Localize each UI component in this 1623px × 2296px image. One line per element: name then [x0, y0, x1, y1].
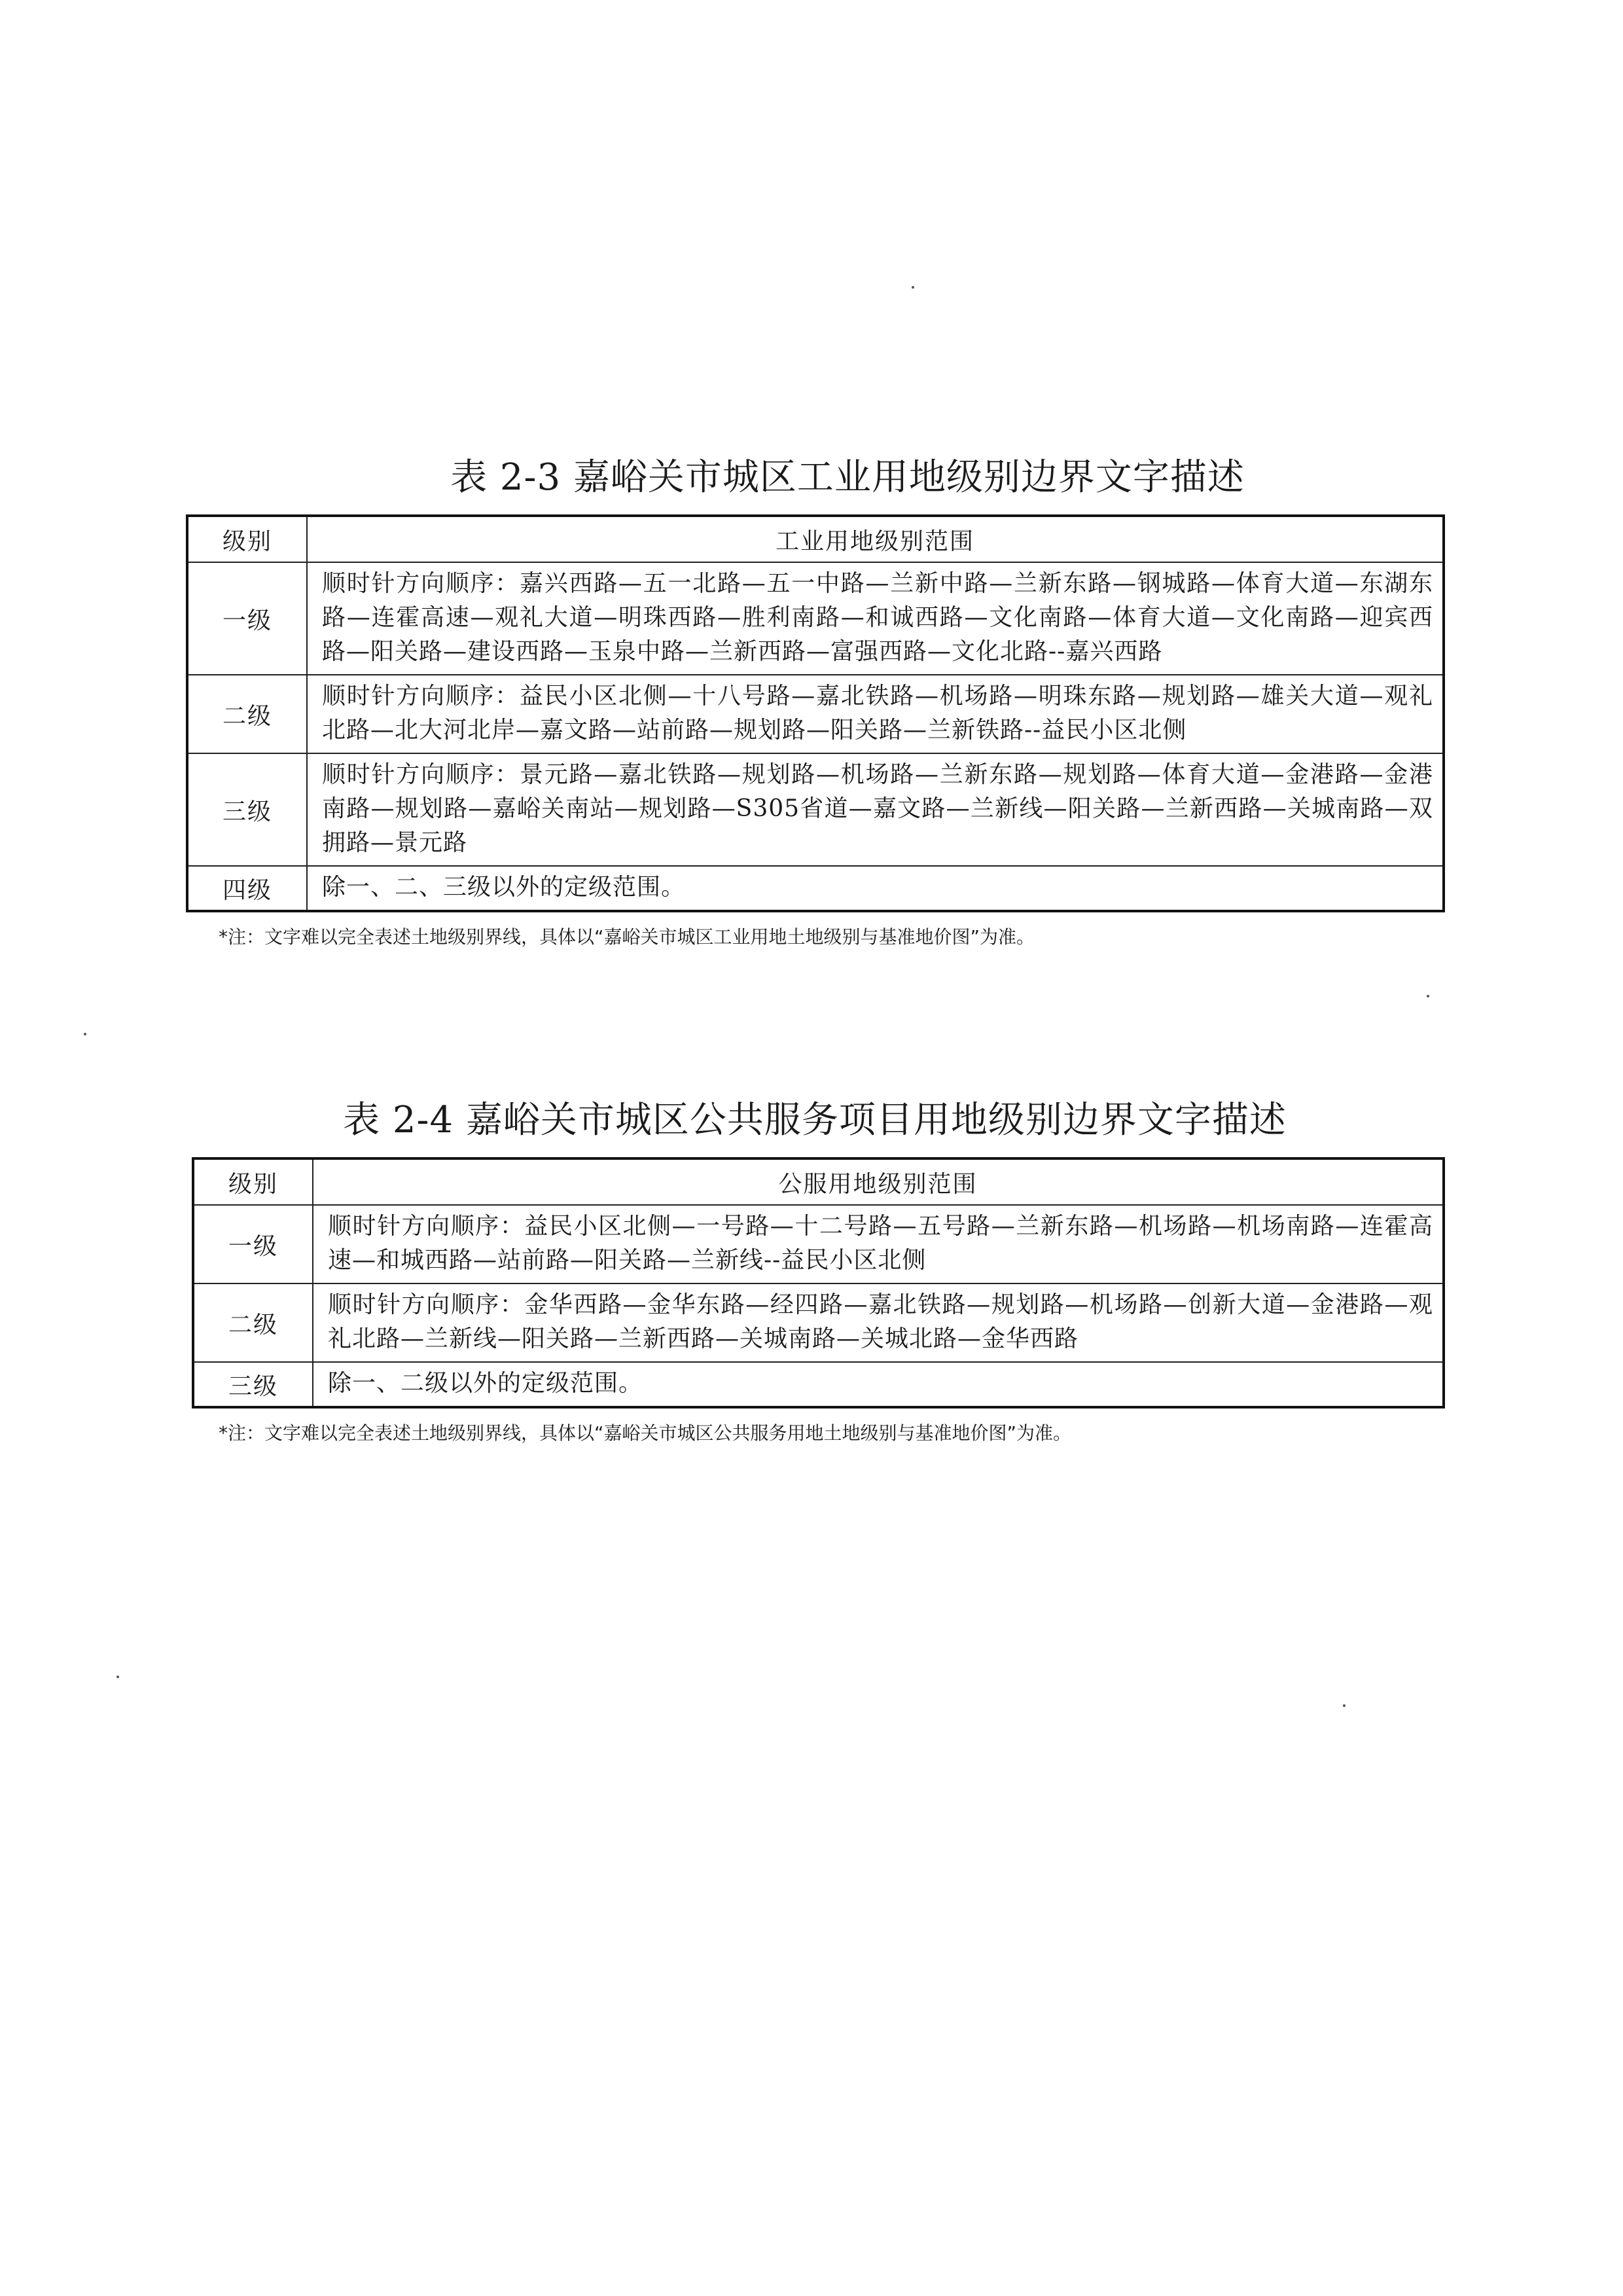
scan-speck: [116, 1676, 119, 1678]
table-row: [187, 675, 1444, 753]
table-2-3-title: 表 2-3 嘉峪关市城区工业用地级别边界文字描述: [450, 456, 1245, 499]
table-row: [187, 866, 1444, 911]
level-cell: 四级: [187, 866, 307, 911]
table-row: [187, 753, 1444, 866]
range-column-header: 公服用地级别范围: [313, 1158, 1444, 1205]
industrial-land-grade-table: [186, 514, 1445, 912]
range-column-header: 工业用地级别范围: [307, 516, 1444, 562]
table-2-3-footnote: *注：文字难以完全表述土地级别界线，具体以“嘉峪关市城区工业用地土地级别与基准地价图”为准。: [219, 926, 1035, 948]
scan-speck: [84, 1033, 86, 1035]
level-cell: 二级: [193, 1283, 313, 1362]
table-row: [193, 1205, 1444, 1283]
level-column-header: 级别: [193, 1158, 313, 1205]
public-service-land-table-section: [0, 1094, 1623, 1444]
table-2-4-title: 表 2-4 嘉峪关市城区公共服务项目用地级别边界文字描述: [343, 1099, 1287, 1141]
level-cell: 一级: [187, 562, 307, 675]
scan-speck: [1343, 1704, 1346, 1707]
table-row: [187, 562, 1444, 675]
industrial-land-table-section: [0, 452, 1623, 948]
scan-speck: [1427, 995, 1429, 997]
level-cell: 一级: [193, 1205, 313, 1283]
table-header-row: [187, 516, 1444, 562]
level-cell: 三级: [193, 1362, 313, 1407]
table-row: [193, 1283, 1444, 1362]
range-cell: 除一、二、三级以外的定级范围。: [307, 866, 1444, 911]
range-cell: 顺时针方向顺序：益民小区北侧—十八号路—嘉北铁路—机场路—明珠东路—规划路—雄关大道—观礼北路—北大河北岸—嘉文路—站前路—规划路—阳关路—兰新铁路--益民小区北侧: [307, 675, 1444, 753]
public-service-land-grade-table: [192, 1157, 1445, 1408]
level-cell: 三级: [187, 753, 307, 866]
scan-speck: [912, 286, 914, 289]
table-header-row: [193, 1158, 1444, 1205]
range-cell: 顺时针方向顺序：益民小区北侧—一号路—十二号路—五号路—兰新东路—机场路—机场南路—连霍高速—和城西路—站前路—阳关路—兰新线--益民小区北侧: [313, 1205, 1444, 1283]
range-cell: 顺时针方向顺序：嘉兴西路—五一北路—五一中路—兰新中路—兰新东路—钢城路—体育大道—东湖东路—连霍高速—观礼大道—明珠西路—胜利南路—和诚西路—文化南路—体育大道—文化南路—迎宾西路—阳关路—建设西路—玉泉中路—兰新西路—富强西路—文化北路--嘉兴西路: [307, 562, 1444, 675]
range-cell: 顺时针方向顺序：金华西路—金华东路—经四路—嘉北铁路—规划路—机场路—创新大道—金港路—观礼北路—兰新线—阳关路—兰新西路—关城南路—关城北路—金华西路: [313, 1283, 1444, 1362]
level-column-header: 级别: [187, 516, 307, 562]
range-cell: 顺时针方向顺序：景元路—嘉北铁路—规划路—机场路—兰新东路—规划路—体育大道—金港路—金港南路—规划路—嘉峪关南站—规划路—S305省道—嘉文路—兰新线—阳关路—兰新西路—关城南路—双拥路—景元路: [307, 753, 1444, 866]
table-2-4-footnote: *注：文字难以完全表述土地级别界线，具体以“嘉峪关市城区公共服务用地土地级别与基准地价图”为准。: [219, 1422, 1072, 1444]
range-cell: 除一、二级以外的定级范围。: [313, 1362, 1444, 1407]
level-cell: 二级: [187, 675, 307, 753]
table-row: [193, 1362, 1444, 1407]
